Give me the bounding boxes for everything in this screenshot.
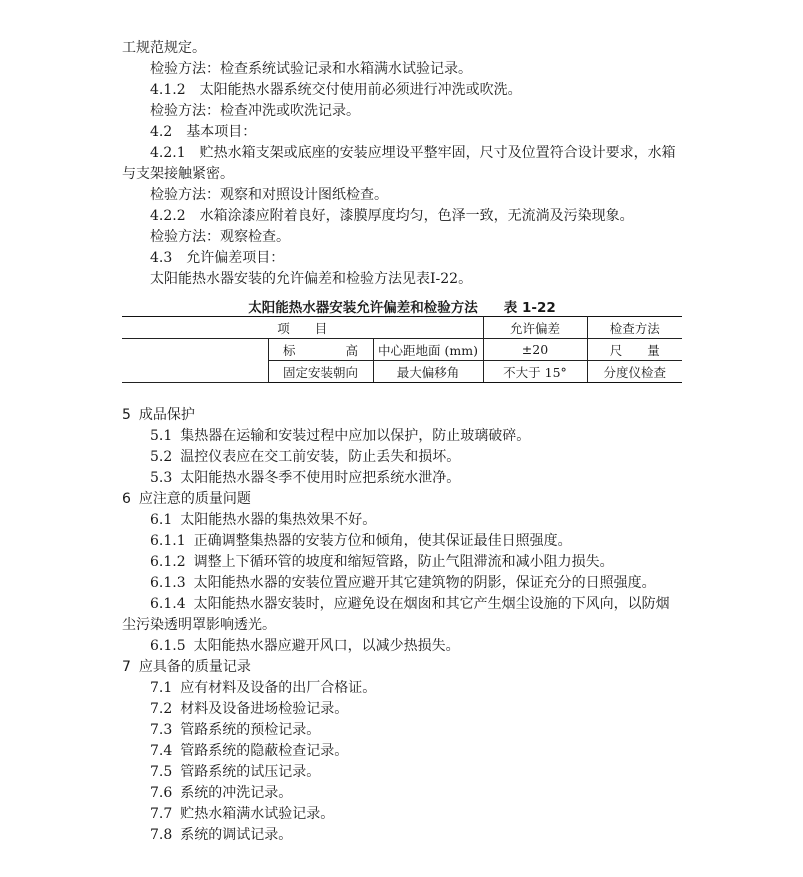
- list-item: 6.1 太阳能热水器的集热效果不好。: [150, 512, 377, 528]
- body-line: 太阳能热水器安装的允许偏差和检验方法见表Ⅰ-22。: [150, 271, 473, 287]
- table-header-row: [122, 317, 682, 339]
- header-tolerance: 允许偏差: [483, 317, 587, 339]
- list-item: 5.3 太阳能热水器冬季不使用时应把系统水泄净。: [150, 470, 461, 486]
- body-line: 4.1.2 太阳能热水器系统交付使用前必须进行冲洗或吹洗。: [150, 82, 522, 98]
- header-method: 检查方法: [587, 317, 682, 339]
- section-heading: 5 成品保护: [122, 407, 195, 423]
- section-heading: 6 应注意的质量问题: [122, 491, 251, 507]
- list-item: 6.1.4 太阳能热水器安装时，应避免设在烟囱和其它产生烟尘设施的下风向，以防烟: [150, 596, 670, 612]
- row-tolerance: 不大于 15°: [483, 361, 587, 383]
- body-line: 检验方法：观察检查。: [150, 229, 290, 245]
- body-line: 4.2.2 水箱涂漆应附着良好，漆膜厚度均匀，色泽一致，无流淌及污染现象。: [150, 208, 634, 224]
- body-line: 检验方法：观察和对照设计图纸检查。: [150, 187, 388, 203]
- row-subitem: 中心距地面 (mm): [373, 339, 483, 361]
- table-empty-cell: [122, 339, 268, 383]
- list-item: 7.7 贮热水箱满水试验记录。: [150, 806, 335, 822]
- row-item: 固定安装朝向: [268, 361, 373, 383]
- table-number: 表 1-22: [503, 300, 556, 316]
- list-item: 5.1 集热器在运输和安装过程中应加以保护，防止玻璃破碎。: [150, 428, 531, 444]
- row-subitem: 最大偏移角: [373, 361, 483, 383]
- list-item: 7.4 管路系统的隐蔽检查记录。: [150, 743, 349, 759]
- list-item-continuation: 尘污染透明罩影响透光。: [122, 617, 276, 633]
- list-item: 7.8 系统的调试记录。: [150, 827, 293, 843]
- list-item: 6.1.3 太阳能热水器的安装位置应避开其它建筑物的阴影，保证充分的日照强度。: [150, 575, 656, 591]
- tolerance-table: [122, 316, 682, 383]
- list-item: 7.5 管路系统的试压记录。: [150, 764, 321, 780]
- list-item: 7.1 应有材料及设备的出厂合格证。: [150, 680, 377, 696]
- list-item: 7.2 材料及设备进场检验记录。: [150, 701, 349, 717]
- body-line: 检验方法：检查系统试验记录和水箱满水试验记录。: [150, 61, 472, 77]
- row-method: 尺 量: [587, 339, 682, 361]
- row-item: 标 高: [268, 339, 373, 361]
- body-line: 4.3 允许偏差项目：: [150, 250, 285, 266]
- list-item: 6.1.2 调整上下循环管的坡度和缩短管路，防止气阻滞流和减小阻力损失。: [150, 554, 614, 570]
- body-line: 4.2.1 贮热水箱支架或底座的安装应埋设平整牢固，尺寸及位置符合设计要求，水箱: [150, 145, 676, 161]
- section-heading: 7 应具备的质量记录: [122, 659, 251, 675]
- body-line: 工规范规定。: [122, 40, 206, 56]
- body-line: 与支架接触紧密。: [122, 166, 234, 182]
- list-item: 6.1.5 太阳能热水器应避开风口，以减少热损失。: [150, 638, 460, 654]
- table-row: [122, 339, 682, 361]
- list-item: 5.2 温控仪表应在交工前安装，防止丢失和损坏。: [150, 449, 461, 465]
- header-item: 项 目: [122, 317, 483, 339]
- table-caption: [122, 296, 682, 316]
- table-title: 太阳能热水器安装允许偏差和检验方法: [248, 300, 478, 316]
- list-item: 7.3 管路系统的预检记录。: [150, 722, 321, 738]
- row-tolerance: ±20: [483, 339, 587, 361]
- row-method: 分度仪检查: [587, 361, 682, 383]
- list-item: 6.1.1 正确调整集热器的安装方位和倾角，使其保证最佳日照强度。: [150, 533, 572, 549]
- body-line: 4.2 基本项目：: [150, 124, 257, 140]
- list-item: 7.6 系统的冲洗记录。: [150, 785, 293, 801]
- body-line: 检验方法：检查冲洗或吹洗记录。: [150, 103, 360, 119]
